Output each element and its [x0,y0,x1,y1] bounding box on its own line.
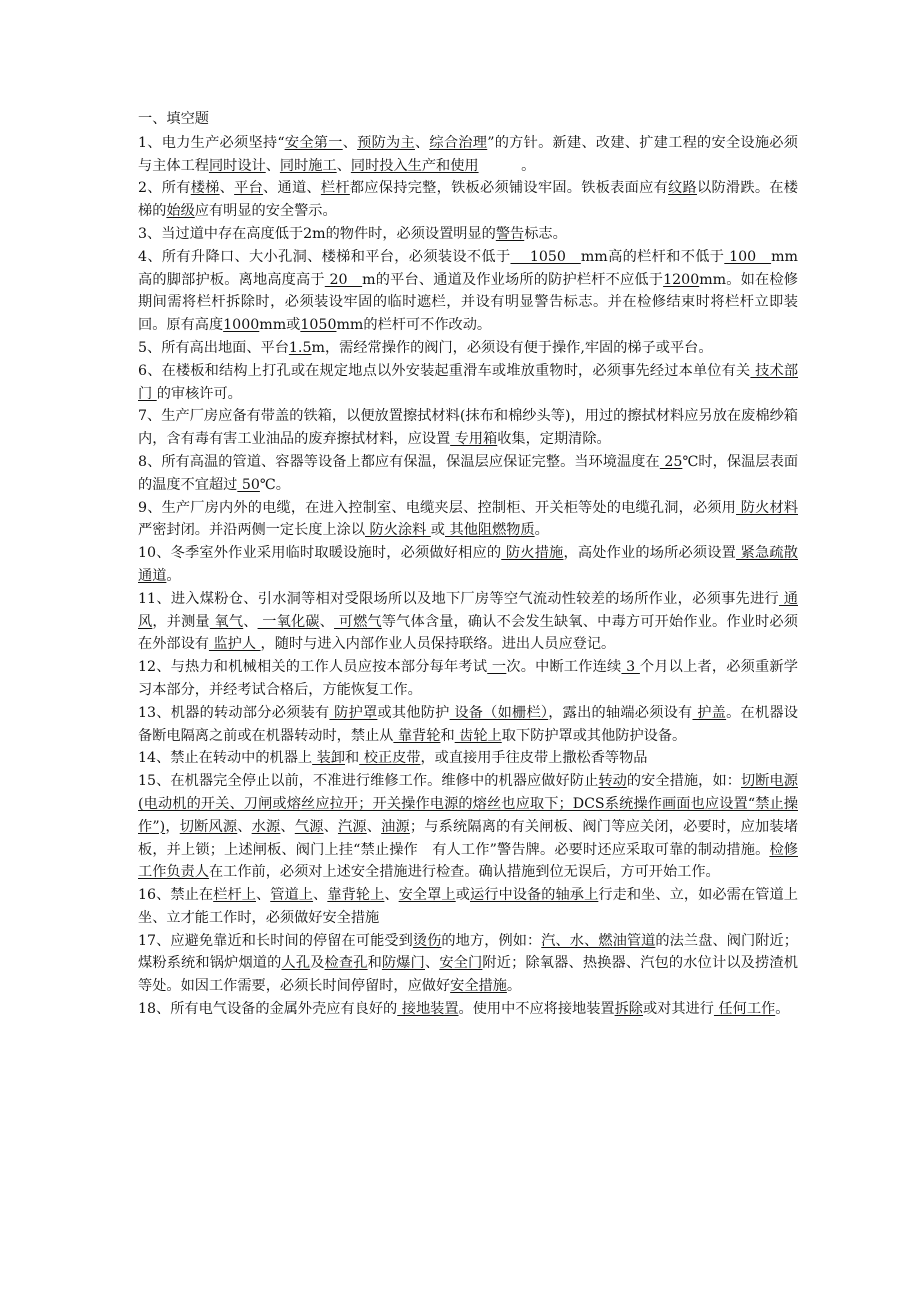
answer-blank: 25 [659,453,683,470]
question-text: 应有明显的安全警示。 [194,203,337,220]
question-text: 附近；除氧器、热换器、汽包的水位计以及捞渣机等处。如因工作需要，必须长时间停留时，应做好 [138,955,798,995]
answer-blank: 汽源 [337,818,367,835]
question-text: 、 [255,887,271,904]
answer-blank: 切断电源(电动机的开关、刀闸或熔丝应拉开；开关操作电源的熔丝也应取下；DCS系统操作画面也应设置“禁止操作”) [138,773,798,835]
answer-blank: 任何工作 [713,1001,776,1018]
question-text: 8、所有高温的管道、容器等设备上都应有保温，保温层应保证完整。当环境温度在 [138,453,660,470]
question-10 [138,542,798,588]
question-text: 、 [414,134,430,151]
question-text: ；与系统隔离的有关闸板、阀门等应关闭，必要时，应加装堵板，并上锁；上述闸板、阀门上挂“禁止操作 有人工作”警告牌。必要时还应采取可靠的制动措施。 [138,818,798,858]
question-text: 12、与热力和机械相关的工作人员应按本部分每年考试 [138,659,488,676]
answer-blank: 管道上 [270,887,314,904]
question-text: ， [165,818,180,835]
answer-blank: 楼梯 [190,180,220,197]
question-text: 6、在楼板和结构上打孔或在规定地点以外安装起重滑车或堆放重物时，必须事先经过本单位有关 [138,362,751,379]
question-text: 和 [367,955,382,972]
answer-blank: 接地装置 [397,1001,459,1018]
question-text: 。 [506,978,522,995]
question-12 [138,656,798,702]
answer-blank: 100 [724,248,772,265]
question-text: 。使用中不应将接地装置 [458,1001,615,1018]
question-text: 16、禁止在 [138,887,214,904]
question-text: 1、电力生产必须坚持“ [138,134,285,151]
question-text: 。 [166,567,181,584]
question-text: mm高的栏杆和不低于 [580,248,725,265]
answer-blank: 20 [324,271,363,288]
question-text: 或对其进行 [642,1001,714,1018]
question-text: 、 [280,818,295,835]
question-2 [138,177,798,223]
question-9 [138,497,798,543]
question-text: 在工作前，必须对上述安全措施进行检查。确认措施到位无误后，方可开始工作。 [208,864,720,881]
question-text: ，并测量 [152,613,210,630]
question-text: 行走和坐、立，如必需在管道上坐、立才能工作时，必须做好安全措施 [138,887,798,926]
question-1 [138,132,798,178]
question-text: ，露出的轴端必须设有 [548,704,693,721]
question-text: 、 [336,157,351,174]
question-text: 、 [219,180,235,197]
question-list [138,132,798,1021]
question-text: mm。如在检修期间需将栏杆拆除时，必须装设牢固的临时遮栏，并设有明显警告标志。并在检修结束时将栏杆立即装回。原有高度 [138,271,798,334]
answer-blank: 转动 [598,773,627,790]
question-15 [138,770,798,884]
question-text: 。在机器设备断电隔离之前或在机器转动时，禁止从 [138,704,798,744]
answer-blank: 监护人 [208,636,261,653]
answer-blank: 纹路 [668,180,697,197]
question-text: 取下防护罩或其他防护设备。 [501,727,687,744]
answer-blank: 平台 [234,180,264,197]
question-text: 、 [265,157,280,174]
answer-blank: 校正皮带 [359,750,421,767]
question-text: 等气体含量，确认不会发生缺氧、中毒方可开始作业。作业时必须在外部设有 [138,613,798,653]
question-text: ，高处作业的场所必须设置 [563,545,736,562]
question-18 [138,998,798,1021]
answer-blank: 同时设计 [208,157,266,174]
question-text: 3、当过道中存在高度低于2m的物件时，必须设置明显的 [138,225,496,242]
answer-blank: 专用箱 [450,431,498,448]
question-11 [138,588,798,656]
answer-blank: 预防为主 [357,134,415,151]
answer-blank: 防火措施 [501,545,564,562]
answer-blank: 防爆门 [381,955,425,972]
question-text: 的法兰盘、阀门附近；煤粉系统和锅炉烟道的 [138,932,798,972]
answer-blank: 检修工作负责人 [138,841,798,881]
document-page [138,108,798,1021]
question-text: 17、应避免靠近和长时间的停留在可能受到 [138,932,413,949]
question-5 [138,337,798,360]
answer-blank: 拆除 [614,1001,643,1018]
answer-blank: 综合治理 [429,134,488,151]
question-text: 标志。 [524,225,567,242]
question-text: m的平台、通道及作业场所的防护栏杆不应低于 [362,271,664,288]
question-text: 、 [313,887,328,904]
answer-blank: 装卸 [312,750,346,767]
question-text: ”的方针。新建、改建、扩建工程的安全设施必须与主体工程 [138,134,798,174]
answer-blank: 烫伤 [412,932,442,949]
question-text: 的安全措施，如： [626,773,741,790]
question-text: 次。中断工作连续 [506,659,622,676]
answer-blank: 警告 [495,225,525,242]
question-text: 、 [425,955,440,972]
question-text: ℃时，保温层表面的温度不宜超过 [138,453,799,493]
question-text: mm高的脚部护板。离地高度高于 [138,248,798,288]
answer-blank: 通风 [138,590,798,630]
answer-blank: 人孔 [281,955,311,972]
question-text: 、 [237,818,252,835]
question-text: 、 [323,818,338,835]
question-text: ，随时与进入内部作业人员保持联络。进出人员应登记。 [260,636,616,653]
answer-blank: 防火涂料 [365,522,431,539]
question-text: 个月以上者，必须重新学习本部分，并经考试合格后，方能恢复工作。 [138,659,798,698]
section-title: 一、填空题 [138,111,209,127]
answer-blank: 油源 [381,818,410,835]
answer-blank: 安全措施 [450,978,507,995]
answer-blank: 一 [487,659,507,676]
question-text: 。 [534,522,549,539]
question-text: m，需经常操作的阀门，必须设有便于操作,牢固的梯子或平台。 [311,339,713,356]
answer-blank: 安全第一 [284,134,343,151]
question-13 [138,702,798,748]
question-text: 4、所有升降口、大小孔洞、楼梯和平台，必须装设不低于 [138,248,511,265]
question-text: 5、所有高出地面、平台 [138,339,289,356]
question-text: 。 [775,1001,790,1018]
question-text: 严密封闭。并沿两侧一定长度上涂以 [138,522,366,539]
question-3 [138,223,798,246]
question-text: 和 [440,727,455,744]
question-text: 收集，定期清除。 [497,431,611,448]
answer-blank: 切断风源 [179,818,238,835]
question-text: 、 [319,613,335,630]
answer-blank: 靠背轮上 [327,887,385,904]
answer-blank: 可燃气 [334,613,382,630]
answer-blank: 1000 [223,317,260,334]
answer-blank: 水源 [251,818,281,835]
answer-blank: 设备（如栅栏） [449,704,549,721]
answer-blank: 检查孔 [324,955,368,972]
answer-blank: 运行中设备的轴承上 [469,887,599,904]
question-text: 或其他防护 [377,704,450,721]
answer-blank: 同时施工 [279,157,337,174]
answer-blank: 靠背轮 [393,727,441,744]
answer-blank: 始级 [166,203,195,220]
answer-blank: 其他阻燃物质 [445,522,535,539]
answer-blank: 护盖 [692,704,727,721]
answer-blank: 紧急疏散通道 [138,545,798,584]
answer-blank: 氧气 [209,613,244,630]
question-text: 以防滑跌。在楼梯的 [138,180,798,220]
question-text: 、通道、 [263,180,321,197]
question-16 [138,884,798,930]
question-text: 。 [478,157,536,174]
question-6 [138,360,798,406]
answer-blank: 安全门 [439,955,483,972]
answer-blank: 一氧化碳 [257,613,320,630]
question-text: 和 [345,750,360,767]
answer-blank: 栏杆 [320,180,350,197]
question-text: 或 [430,522,445,539]
question-4 [138,246,798,337]
answer-blank: 1200 [663,271,700,288]
answer-blank: 3 [621,659,640,676]
answer-blank: 安全罩上 [398,887,456,904]
question-text: 、 [243,613,258,630]
question-text: 、 [384,887,399,904]
question-text: ，或直接用手往皮带上撒松香等物品 [420,750,648,767]
question-text: 14、禁止在转动中的机器上 [138,750,313,767]
question-text: 18、所有电气设备的金属外壳应有良好的 [138,1001,398,1018]
question-text: 的地方，例如： [441,932,542,949]
answer-blank: 气源 [294,818,324,835]
question-text: 11、进入煤粉仓、引水洞等相对受限场所以及地下厂房等空气流动性较差的场所作业，必须事先进行 [138,590,779,607]
question-text: 、 [366,818,382,835]
answer-blank: 50 [237,476,260,493]
question-text: 、 [342,134,358,151]
answer-blank: 防火材料 [736,499,799,516]
question-text: 2、所有 [138,180,191,197]
answer-blank: 防护罩 [329,704,378,721]
question-text: mm的栏杆可不作改动。 [336,317,492,334]
question-7 [138,405,798,451]
answer-blank: 技术部门 [138,362,799,402]
question-text: 或 [455,887,470,904]
question-17 [138,930,798,998]
question-8 [138,451,798,497]
answer-blank: 汽、水、燃油管道 [541,932,656,949]
question-text: 15、在机器完全停止以前，不准进行维修工作。维修中的机器应做好防止 [138,773,599,790]
question-text: 都应保持完整，铁板必须铺设牢固。铁板表面应有 [349,180,669,197]
question-text: 7、生产厂房应备有带盖的铁箱，以便放置擦拭材料(抹布和棉纱头等)，用过的擦拭材料应另放在废棉纱箱内，含有毒有害工业油品的废弃擦拭材料，应设置 [138,408,798,448]
answer-blank: 1.5 [288,339,312,356]
question-text: 10、冬季室外作业采用临时取暖设施时，必须做好相应的 [138,545,502,562]
question-text: ℃。 [259,476,290,493]
answer-blank: 栏杆上 [213,887,256,904]
answer-blank: 1050 [300,317,337,334]
question-14 [138,747,798,770]
answer-blank: 同时投入生产和使用 [350,157,479,174]
question-text: mm或 [259,317,301,334]
question-text: 的审核许可。 [156,385,242,402]
question-text: 9、生产厂房内外的电缆，在进入控制室、电缆夹层、控制柜、开关柜等处的电缆孔洞，必须用 [138,499,737,516]
answer-blank: 齿轮上 [454,727,502,744]
answer-blank: 1050 [510,248,581,265]
question-text: 13、机器的转动部分必须装有 [138,704,330,721]
question-text: 及 [310,955,325,972]
